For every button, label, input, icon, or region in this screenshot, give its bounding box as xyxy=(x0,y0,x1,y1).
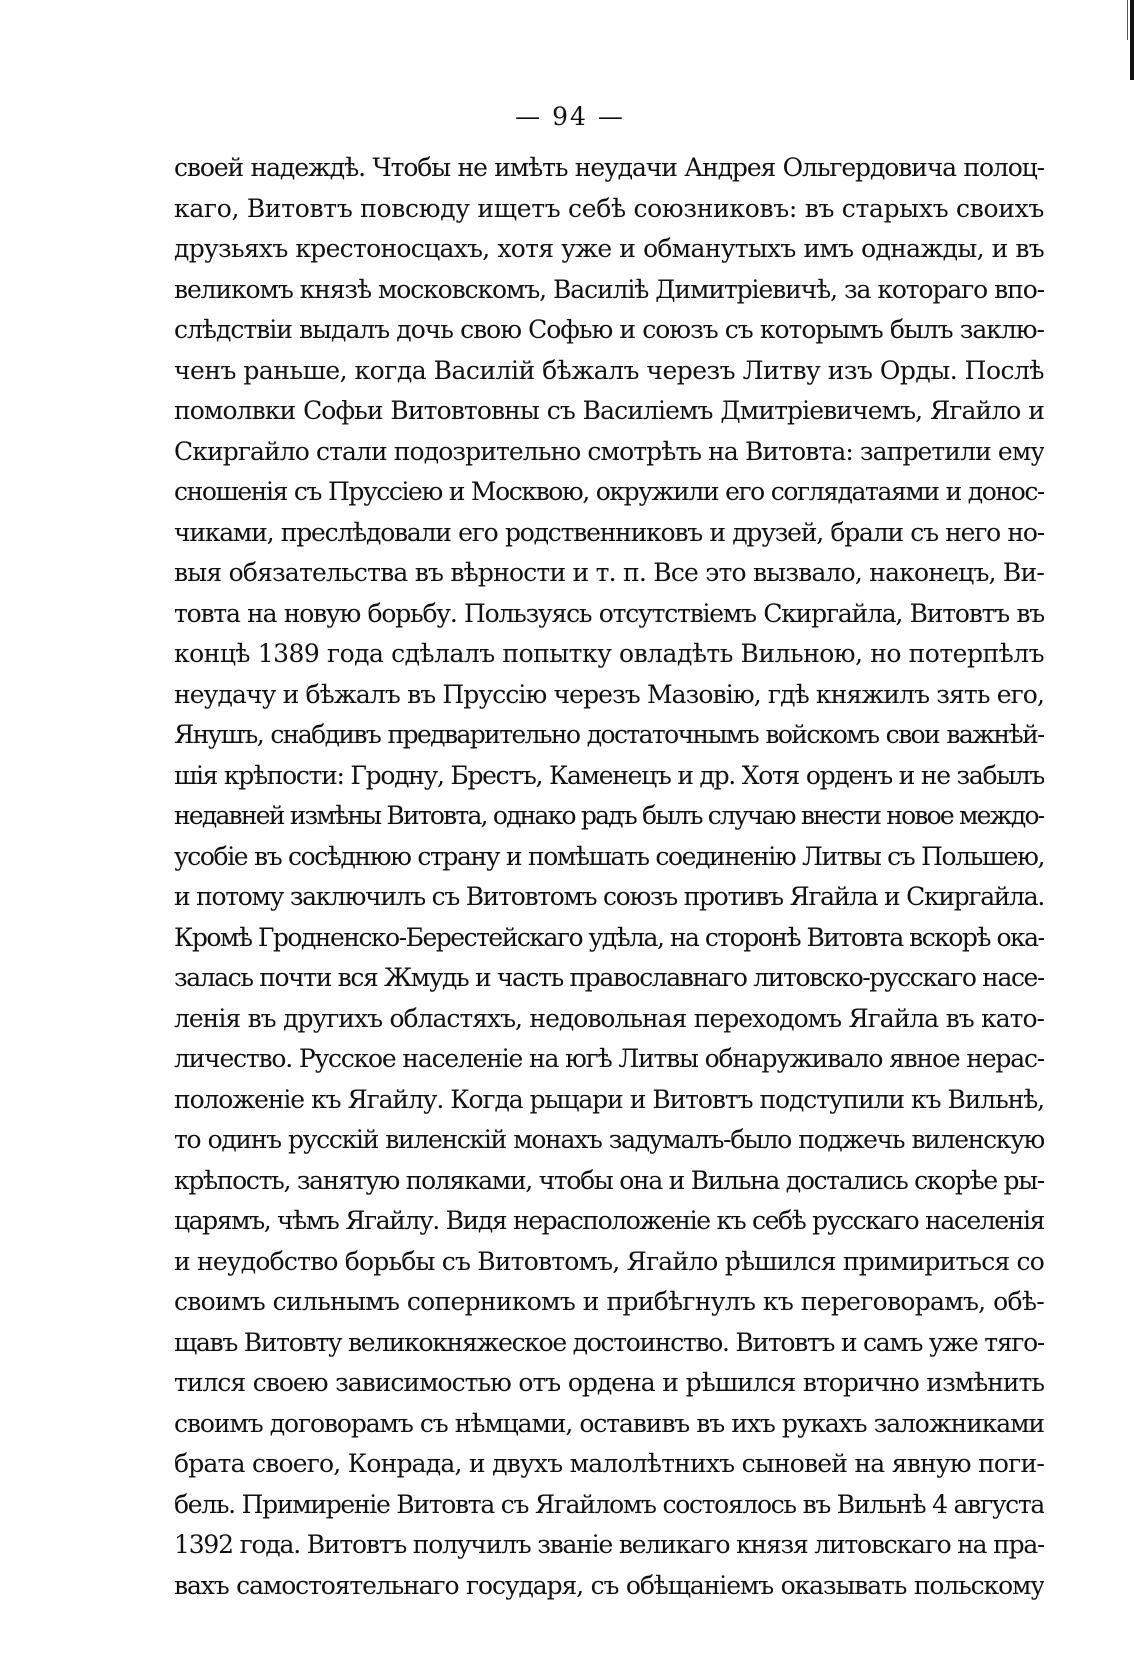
text-line: и потому заключилъ съ Витовтомъ союзъ противъ Ягайла и Скиргайла. xyxy=(174,882,1044,911)
text-line: то одинъ русскій виленскій монахъ задумалъ-было поджечь виленскую xyxy=(174,1125,1044,1154)
text-line: положеніе къ Ягайлу. Когда рыцари и Витовтъ подступили къ Вильнѣ, xyxy=(174,1084,1044,1114)
body-text xyxy=(174,148,1044,1606)
text-line: помолвки Софьи Витовтовны съ Василіемъ Дмитріевичемъ, Ягайло и xyxy=(174,396,1044,425)
text-line: Кромѣ Гродненско-Берестейскаго удѣла, на сторонѣ Витовта вскорѣ ока- xyxy=(174,922,1044,952)
text-line: выя обязательства въ вѣрности и т. п. Все это вызвало, наконецъ, Ви- xyxy=(174,558,1044,587)
text-line: слѣдствіи выдалъ дочь свою Софью и союзъ съ которымъ былъ заклю- xyxy=(174,315,1044,344)
text-line: недавней измѣны Витовта, однако радъ былъ случаю внести новое междо- xyxy=(174,801,1044,830)
text-line: крѣпость, занятую поляками, чтобы она и Вильна достались скорѣе ры- xyxy=(174,1165,1044,1195)
text-line: концѣ 1389 года сдѣлалъ попытку овладѣть Вильною, но потерпѣлъ xyxy=(174,639,1044,668)
text-line: царямъ, чѣмъ Ягайлу. Видя нерасположеніе къ себѣ русскаго населенія xyxy=(174,1206,1044,1235)
text-line: личество. Русское населеніе на югѣ Литвы обнаруживало явное нерас- xyxy=(174,1044,1044,1073)
text-line: Скиргайло стали подозрительно смотрѣть на Витовта: запретили ему xyxy=(174,436,1044,466)
text-line: своимъ сильнымъ соперникомъ и прибѣгнулъ къ переговорамъ, обѣ- xyxy=(174,1287,1044,1316)
text-line: своимъ договорамъ съ нѣмцами, оставивъ въ ихъ рукахъ заложниками xyxy=(174,1408,1044,1438)
text-line: чиками, преслѣдовали его родственниковъ и друзей, брали съ него но- xyxy=(174,517,1044,547)
text-line: щавъ Витовту великокняжеское достоинство. Витовтъ и самъ уже тяго- xyxy=(174,1327,1044,1357)
text-line: бель. Примиреніе Витовта съ Ягайломъ состоялось въ Вильнѣ 4 августа xyxy=(174,1489,1044,1519)
text-line: и неудобство борьбы съ Витовтомъ, Ягайло рѣшился примириться со xyxy=(174,1246,1044,1276)
text-line: друзьяхъ крестоносцахъ, хотя уже и обманутыхъ имъ однажды, и въ xyxy=(174,234,1044,263)
text-line: шія крѣпости: Гродну, Брестъ, Каменецъ и др. Хотя орденъ и не забылъ xyxy=(174,760,1044,790)
text-line: великомъ князѣ московскомъ, Василіѣ Димитріевичѣ, за котораго впо- xyxy=(174,274,1044,304)
text-line: брата своего, Конрада, и двухъ малолѣтнихъ сыновей на явную поги- xyxy=(174,1449,1044,1478)
text-line: своей надеждѣ. Чтобы не имѣть неудачи Андрея Ольгердовича полоц- xyxy=(174,153,1044,182)
text-line: 1392 года. Витовтъ получилъ званіе великаго князя литовскаго на пра- xyxy=(174,1530,1044,1559)
scan-edge-thin-mark xyxy=(1127,0,1128,40)
text-line: неудачу и бѣжалъ въ Пруссію черезъ Мазовію, гдѣ княжилъ зять его, xyxy=(174,679,1044,709)
scan-edge-mark xyxy=(1130,0,1134,80)
text-line: каго, Витовтъ повсюду ищетъ себѣ союзниковъ: въ старыхъ своихъ xyxy=(174,193,1044,223)
text-line: залась почти вся Жмудь и часть православнаго литовско-русскаго насе- xyxy=(174,963,1044,992)
text-line: тился своею зависимостью отъ ордена и рѣшился вторично измѣнить xyxy=(174,1368,1044,1397)
text-line: Янушъ, снабдивъ предварительно достаточнымъ войскомъ свои важнѣй- xyxy=(174,720,1044,749)
text-line: вахъ самостоятельнаго государя, съ обѣщаніемъ оказывать польскому xyxy=(174,1570,1044,1600)
text-line: ченъ раньше, когда Василій бѣжалъ черезъ Литву изъ Орды. Послѣ xyxy=(174,355,1044,385)
page-number: — 94 — xyxy=(515,102,625,131)
text-line: сношенія съ Пруссіею и Москвою, окружили его соглядатаями и донос- xyxy=(174,477,1044,506)
text-line: усобіе въ сосѣднюю страну и помѣшать соединенію Литвы съ Польшею, xyxy=(174,841,1044,871)
text-line: ленія въ другихъ областяхъ, недовольная переходомъ Ягайла въ като- xyxy=(174,1003,1044,1033)
text-line: товта на новую борьбу. Пользуясь отсутствіемъ Скиргайла, Витовтъ въ xyxy=(174,598,1044,628)
